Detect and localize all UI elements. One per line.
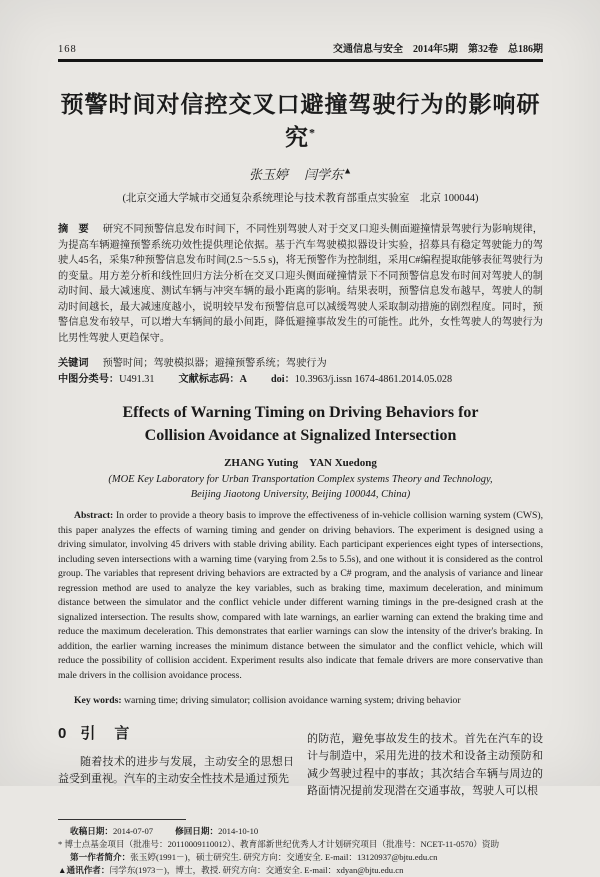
two-column-body xyxy=(58,720,543,812)
chinese-keywords-line xyxy=(58,356,543,372)
revised-date: 2014-10-10 xyxy=(218,825,259,836)
left-column-paragraph: 随着技术的进步与发展，主动安全的思想日益受到重视。汽车的主动安全性技术是通过预先 xyxy=(58,755,294,786)
clc-value: U491.31 xyxy=(119,374,155,386)
revised-date-label: 修回日期： xyxy=(175,825,219,836)
received-date-label: 收稿日期： xyxy=(70,825,113,836)
section-title: 引 言 xyxy=(80,724,132,742)
english-abstract xyxy=(58,509,543,683)
right-column-paragraph: 的防范，避免事故发生的技术。首先在汽车的设计与制造中，采用先进的技术和设备主动预防和减少驾驶过程中的事故；其次结合车辆与周边的路面情况提前发现潜在交通事故，驾驶人可以根 xyxy=(307,732,543,798)
footnote-separator xyxy=(58,819,186,820)
header-rule xyxy=(58,59,543,62)
chinese-authors xyxy=(58,164,543,183)
chinese-authors-text: 张玉婷 闫学东 xyxy=(248,167,344,182)
english-keywords-line xyxy=(58,693,543,708)
corresponding-author-label: 通讯作者： xyxy=(66,864,110,875)
english-keywords-text: warning time; driving simulator; collision avoidance warning system; driving behavior xyxy=(124,694,461,706)
chinese-keywords-label: 关键词 xyxy=(58,358,89,370)
received-date: 2014-07-07 xyxy=(112,825,154,836)
first-author-info: 张玉婷(1991－)，硕士研究生. 研究方向：交通安全. E-mail：13120937@bjtu.edu.cn xyxy=(130,851,438,862)
page-number: 168 xyxy=(58,44,77,55)
running-header xyxy=(58,40,543,55)
right-column xyxy=(307,720,543,812)
doc-code-value: A xyxy=(239,374,247,386)
chinese-abstract xyxy=(58,222,543,346)
section-number: 0 xyxy=(58,724,67,742)
english-title xyxy=(58,401,543,447)
journal-issue-line: 交通信息与安全 2014年5期 第32卷 总186期 xyxy=(333,44,543,55)
chinese-title xyxy=(58,86,543,152)
footnotes xyxy=(58,825,543,877)
footnote-dates xyxy=(70,825,543,838)
left-column xyxy=(58,720,294,812)
english-abstract-label: Abstract: xyxy=(74,510,114,522)
first-author-label: 第一作者简介： xyxy=(70,851,131,862)
title-footnote-mark: * xyxy=(309,125,316,140)
english-abstract-text: In order to provide a theory basis to improve the effectiveness of in-vehicle collision warning system (CWS), this paper analyzes the effects of warning timing and gender on driving behaviors. The experiment is designed using a driving simulator, involving 45 drivers with stable driving ability. Each participant experiences eight types of intersections, including seven intersections with a warning time (varying from 2.5s to 5.5s), and one without it is considered as the control group. The variables that represent driving behaviors are extracted by a C# program, and the analysis of variance and linear regression method are used to analyze the key variables, such as braking time, maximum deceleration, and minimum distance between the simulator and the conflict vehicle under different warning timings in the pre-designed crash at the signalized intersection. The results show, compared with late warnings, an earlier warning can extend the braking time and reduce the maximum deceleration. This demonstrates that earlier warnings can slow the intensity of the driver's braking. In addition, the earlier warning increases the minimum distance between the simulator and the conflict vehicle, which will reduce the possibility of collision accident. Experiment results also indicate that female drivers are more conservative than male drivers in the collision avoidance process. xyxy=(58,510,544,681)
corresponding-author-triangle: ▲ xyxy=(58,864,67,875)
english-title-line1: Effects of Warning Timing on Driving Behaviors for xyxy=(122,404,479,422)
chinese-abstract-text: 研究不同预警信息发布时间下，不同性别驾驶人对于交叉口迎头侧面避撞情景驾驶行为影响规律，为提高车辆避撞预警系统功效性提供理论依据。基于汽车驾驶模拟器设计实验，招募具有稳定驾驶能力的驾驶人45名，采集7种预警信息发布时间(2.5～5.5 s)，将无预警作为控制组，采用C#编程提取能够表征驾驶行为的变量。用方差分析和线性回归方法分析在交叉口迎头侧面碰撞情景下不同预警信息发布时间对驾驶人的制动时间、最大减速度、测试车辆与冲突车辆的最小距离的影响。结果表明，预警信息发布越早，驾驶人的制动时间越长，最大减速度越小，说明较早发布预警信息可以减缓驾驶人采取制动措施的剧烈程度。同时，预警信息发布较早，可以增大车辆间的最小间距，降低避撞事故发生的可能性。此外，女性驾驶人的驾驶行为比男性驾驶人更趋保守。 xyxy=(58,224,543,344)
english-keywords-label: Key words: xyxy=(74,694,122,706)
classification-line xyxy=(58,372,543,388)
chinese-affiliation: (北京交通大学城市交通复杂系统理论与技术教育部重点实验室 北京 100044) xyxy=(122,193,479,204)
doi-label: doi： xyxy=(270,374,295,386)
english-title-line2: Collision Avoidance at Signalized Intersection xyxy=(144,427,457,445)
clc-label: 中图分类号： xyxy=(58,374,120,386)
english-authors: ZHANG Yuting YAN Xuedong xyxy=(224,457,377,470)
english-affiliation-line2: Beijing Jiaotong University, Beijing 100044, China) xyxy=(190,488,411,500)
corresponding-author-mark: ▲ xyxy=(343,165,353,176)
footnote-first-author xyxy=(70,851,543,864)
corresponding-author-info: 闫学东(1973－)，博士，教授. 研究方向：交通安全. E-mail：xdyan@bjtu.edu.cn xyxy=(109,864,404,875)
doi-value: 10.3963/j.issn 1674-4861.2014.05.028 xyxy=(294,374,453,386)
chinese-abstract-label: 摘 要 xyxy=(58,224,89,235)
footnote-funding: * 博士点基金项目（批准号：20110009110012）、教育部新世纪优秀人才计划研究项目（批准号：NCET-11-0570）资助 xyxy=(58,838,500,849)
doc-code-label: 文献标志码： xyxy=(178,374,240,386)
footnote-corresponding-author xyxy=(58,864,543,877)
section-heading xyxy=(58,722,294,743)
english-affiliation-line1: (MOE Key Laboratory for Urban Transportation Complex systems Theory and Technology, xyxy=(108,474,493,486)
english-affiliation xyxy=(58,473,543,502)
chinese-keywords-text: 预警时间；驾驶模拟器；避撞预警系统；驾驶行为 xyxy=(102,358,327,370)
chinese-title-text: 预警时间对信控交叉口避撞驾驶行为的影响研究 xyxy=(60,92,541,150)
